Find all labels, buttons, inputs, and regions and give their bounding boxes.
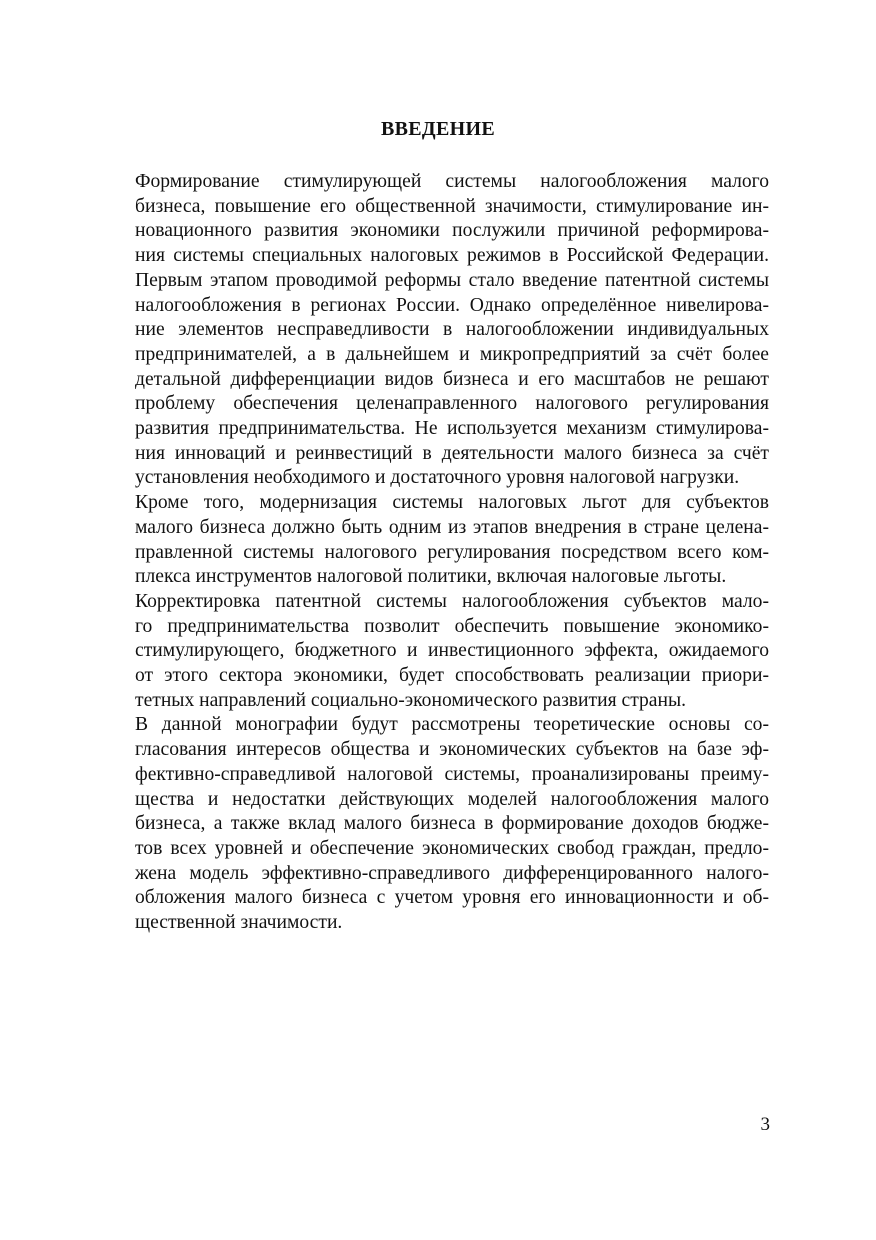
text-line: Кроме того, модернизация системы налоговых льгот для субъектов (135, 492, 769, 514)
text-line: от этого сектора экономики, будет способствовать реализации приори- (135, 665, 769, 687)
text-line: ния инноваций и реинвестиций в деятельности малого бизнеса за счёт (135, 442, 769, 464)
text-line: правленной системы налогового регулирования посредством всего ком- (135, 541, 769, 563)
text-line: обложения малого бизнеса с учетом уровня его инновационности и об- (135, 887, 769, 909)
text-line: проблему обеспечения целенаправленного налогового регулирования (135, 393, 769, 415)
text-line: гласования интересов общества и экономических субъектов на базе эф- (135, 739, 769, 761)
text-line: бизнеса, а также вклад малого бизнеса в формирование доходов бюдже- (135, 813, 769, 835)
text-line: предпринимателей, а в дальнейшем и микропредприятий за счёт более (135, 343, 769, 365)
text-line: бизнеса, повышение его общественной значимости, стимулирование ин- (135, 195, 769, 217)
paragraph-4 (107, 713, 769, 935)
text-line: тов всех уровней и обеспечение экономических свобод граждан, предло- (135, 837, 769, 859)
text-line: Формирование стимулирующей системы налогообложения малого (135, 171, 769, 192)
text-line: щества и недостатки действующих моделей налогообложения малого (135, 788, 769, 810)
page-title: ВВЕДЕНИЕ (381, 118, 495, 140)
text-line: детальной дифференциации видов бизнеса и его масштабов не решают (135, 368, 769, 390)
text-line: Корректировка патентной системы налогообложения субъектов мало- (135, 590, 769, 612)
text-line: установления необходимого и достаточного уровня налоговой нагрузки. (135, 467, 740, 489)
text-line: Первым этапом проводимой реформы стало введение патентной системы (135, 269, 769, 291)
text-line: малого бизнеса должно быть одним из этапов внедрения в стране целена- (135, 516, 769, 538)
body-text (107, 170, 769, 936)
text-line: го предпринимательства позволит обеспечить повышение экономико- (135, 615, 769, 637)
paragraph-3 (107, 590, 769, 714)
text-line: развития предпринимательства. Не используется механизм стимулирова- (135, 418, 769, 440)
text-line: В данной монографии будут рассмотрены теоретические основы со- (135, 714, 769, 736)
text-line: фективно-справедливой налоговой системы, проанализированы преиму- (135, 763, 769, 785)
page-number: 3 (760, 1114, 770, 1135)
text-line: новационного развития экономики послужили причиной реформирова- (135, 220, 769, 242)
text-line: жена модель эффективно-справедливого дифференцированного налого- (135, 862, 769, 884)
text-line: ние элементов несправедливости в налогообложении индивидуальных (135, 319, 769, 341)
text-line: ния системы специальных налоговых режимов в Российской Федерации. (135, 245, 769, 267)
text-line: плекса инструментов налоговой политики, включая налоговые льготы. (135, 566, 727, 588)
text-line: стимулирующего, бюджетного и инвестиционного эффекта, ожидаемого (135, 640, 769, 662)
paragraph-2 (107, 491, 769, 590)
text-line: щественной значимости. (135, 912, 343, 934)
text-line: налогообложения в регионах России. Однако определённое нивелирова- (135, 294, 769, 316)
paragraph-1 (107, 170, 769, 491)
text-line: тетных направлений социально-экономического развития страны. (135, 689, 687, 711)
